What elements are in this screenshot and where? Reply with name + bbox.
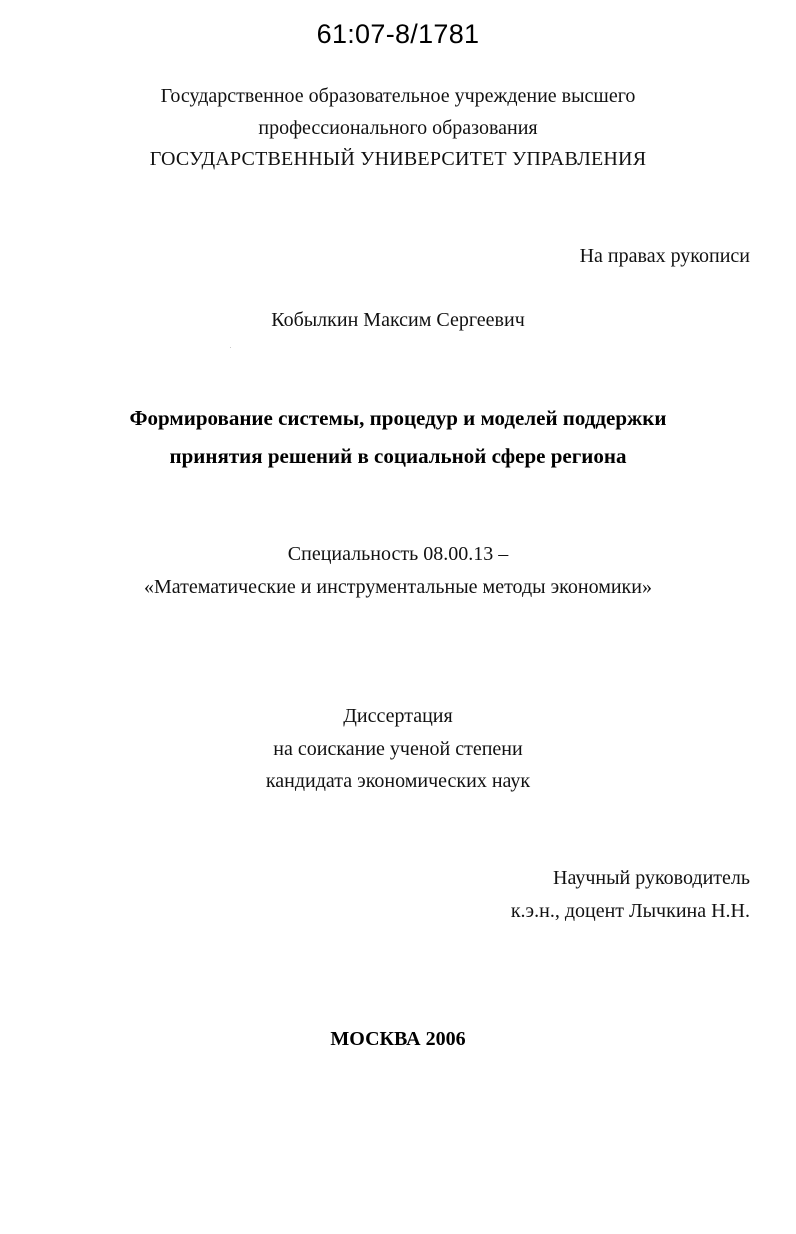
specialty-line-2: «Математические и инструментальные методы экономики» — [144, 576, 652, 598]
registry-number-stamp: 61:07-8/1781 — [316, 19, 480, 49]
degree-line-3: кандидата экономических наук — [265, 770, 531, 792]
author-name: Кобылкин Максим Сергеевич — [271, 309, 525, 331]
university-name: ГОСУДАРСТВЕННЫЙ УНИВЕРСИТЕТ УПРАВЛЕНИЯ — [149, 148, 647, 170]
city-year: МОСКВА 2006 — [330, 1028, 466, 1050]
title-line-1: Формирование системы, процедур и моделей поддержки — [129, 406, 667, 430]
degree-line-1: Диссертация — [343, 705, 453, 727]
manuscript-note: На правах рукописи — [579, 245, 750, 267]
specialty-line-1: Специальность 08.00.13 – — [287, 543, 509, 565]
institution-line-2: профессионального образования — [258, 117, 538, 139]
title-line-2: принятия решений в социальной сфере региона — [169, 444, 627, 468]
supervisor-label: Научный руководитель — [553, 867, 750, 889]
degree-line-2: на соискание ученой степени — [273, 738, 523, 760]
supervisor-name: к.э.н., доцент Лычкина Н.Н. — [510, 900, 750, 922]
institution-line-1: Государственное образовательное учреждение высшего — [160, 85, 636, 107]
scan-speck — [230, 347, 231, 348]
